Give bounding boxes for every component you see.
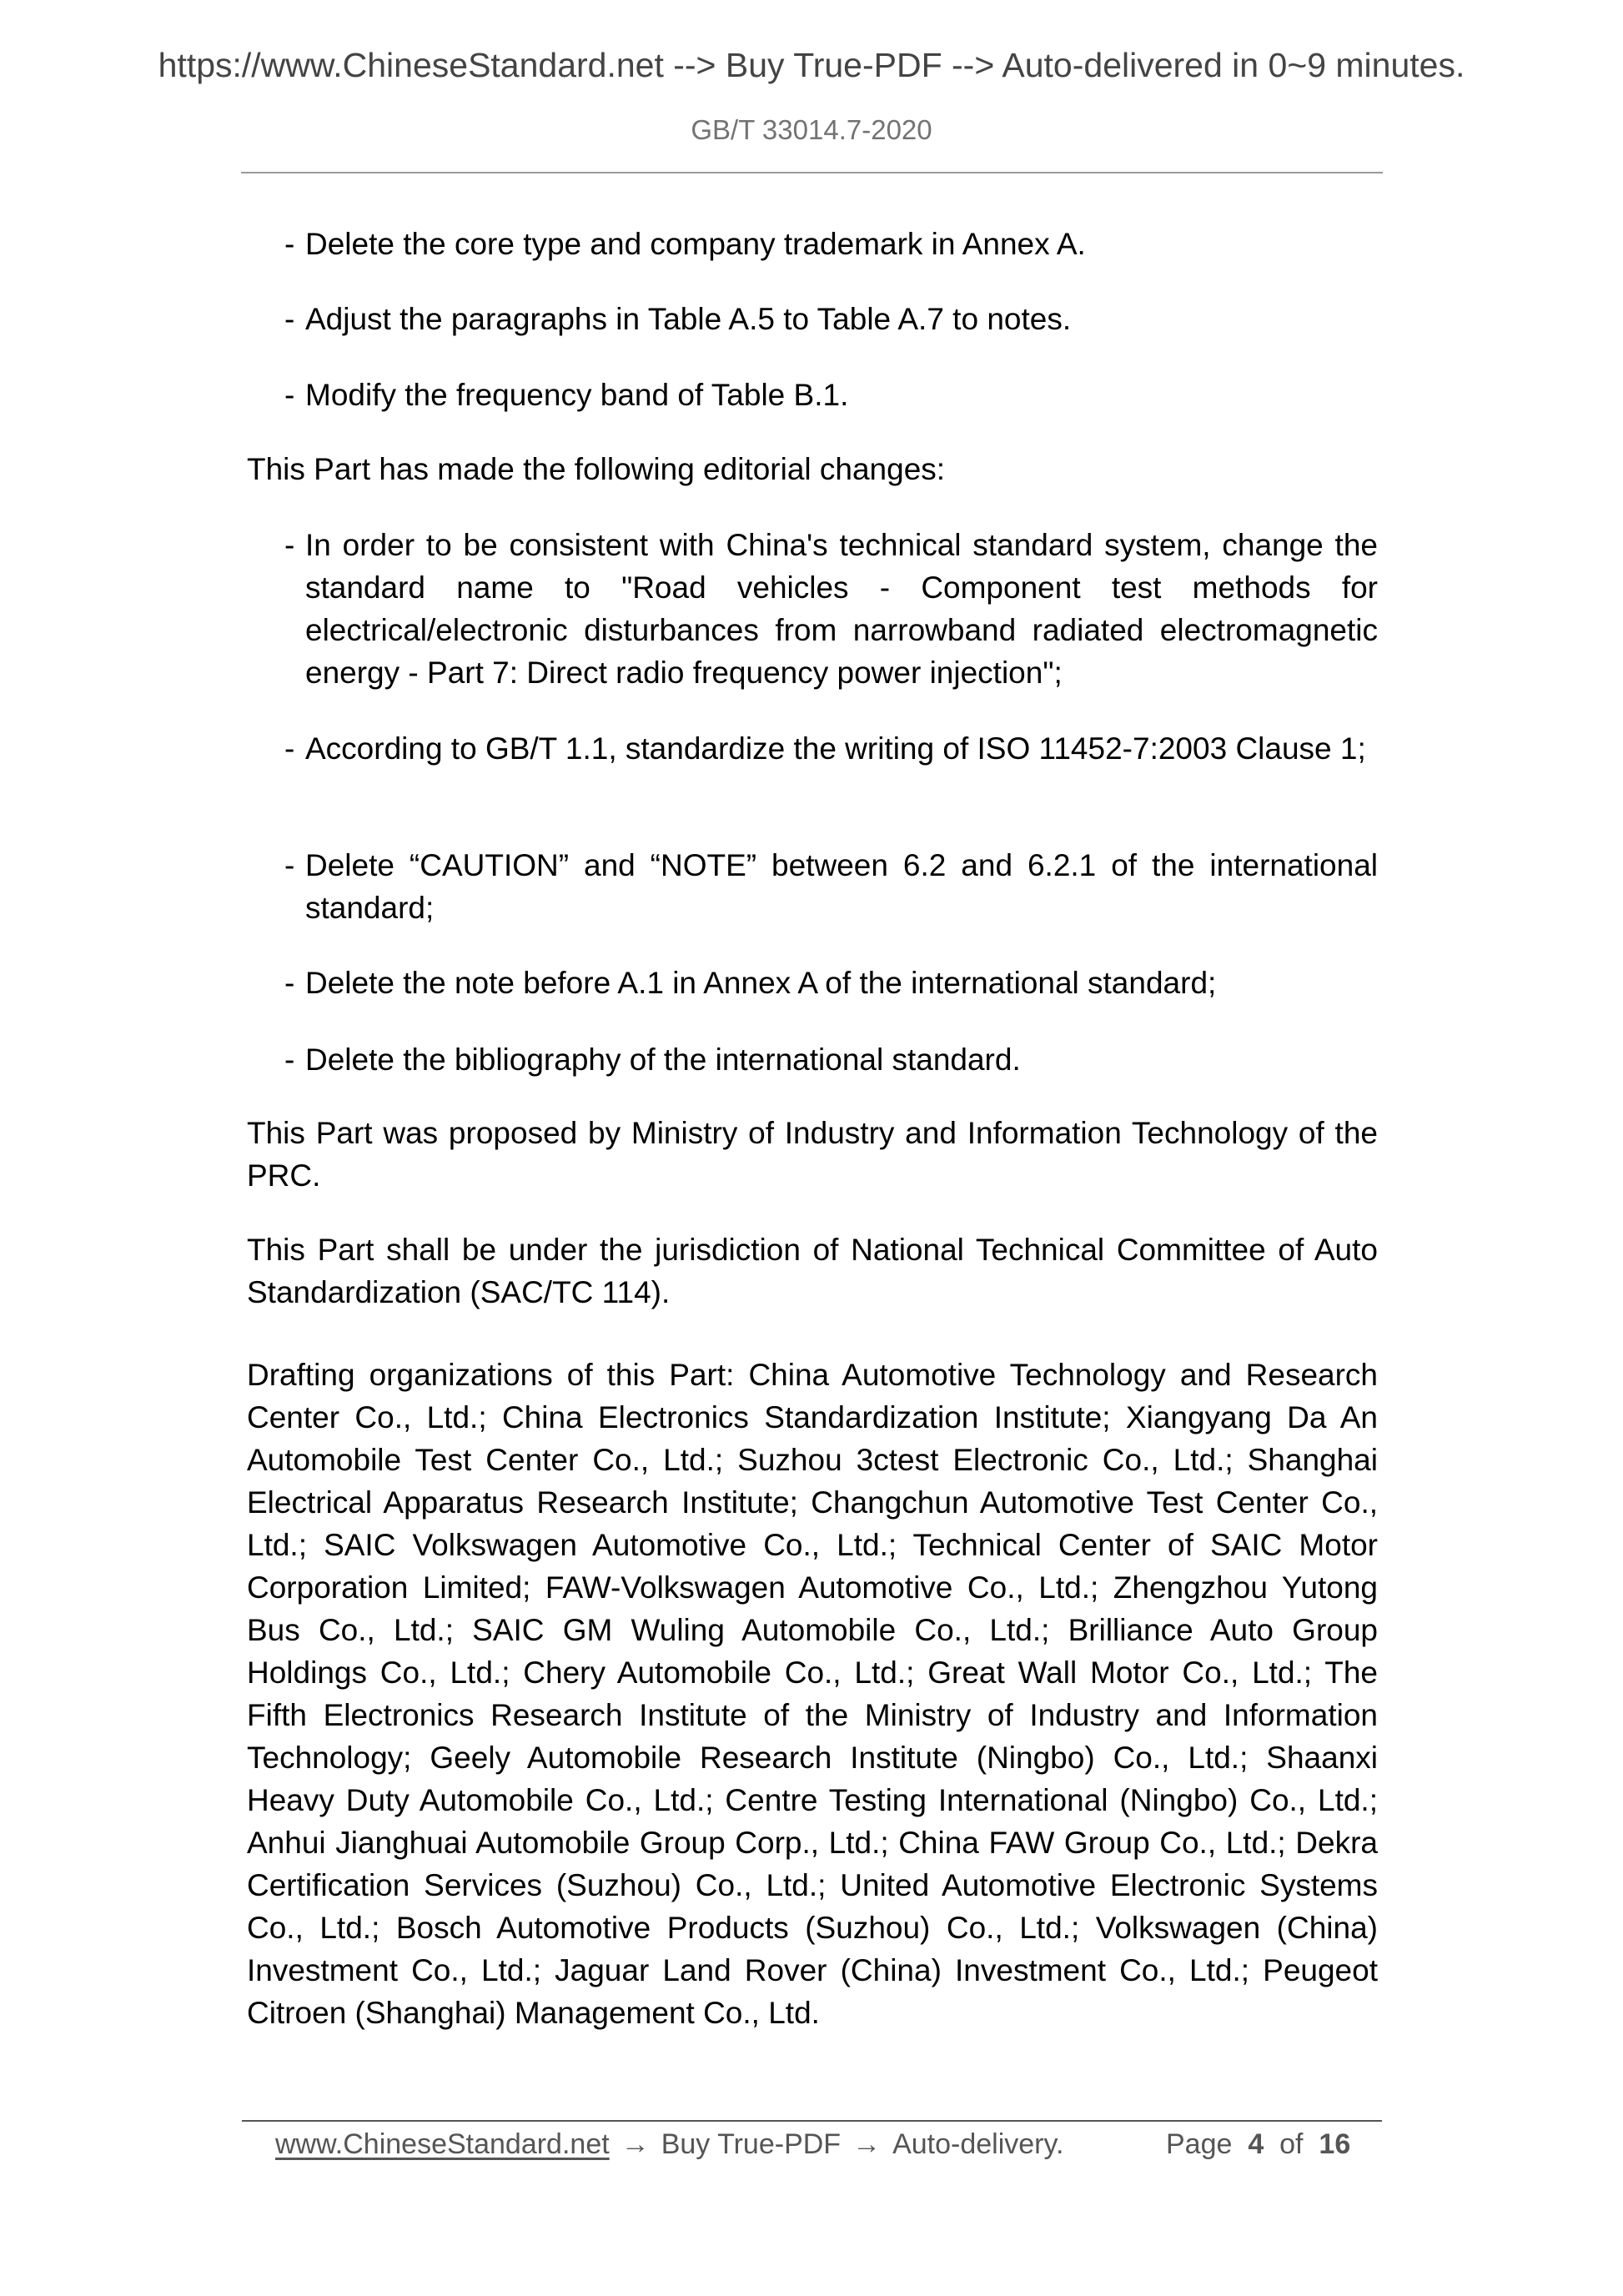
auto-delivery-text: Auto-delivery. <box>892 2128 1064 2160</box>
list-item-text: Delete the core type and company trademark in Annex A. <box>305 227 1086 261</box>
arrow-right-icon: → <box>852 2128 882 2160</box>
page-current: 4 <box>1248 2128 1264 2160</box>
list-item <box>284 962 1378 1004</box>
top-banner: https://www.ChineseStandard.net --> Buy True-PDF --> Auto-delivered in 0~9 minutes. <box>158 46 1465 84</box>
bullet-dash: - <box>284 731 295 766</box>
buy-true-pdf-text: Buy True-PDF <box>661 2128 842 2160</box>
bullet-dash: - <box>284 302 295 336</box>
document-code: GB/T 33014.7-2020 <box>691 114 932 145</box>
proposed-by-paragraph: This Part was proposed by Ministry of Industry and Information Technology of the PRC. <box>247 1116 1378 1193</box>
list-item <box>284 223 1378 265</box>
list-item <box>284 524 1378 694</box>
list-item-text: Delete “CAUTION” and “NOTE” between 6.2 and 6.2.1 of the international standard; <box>305 848 1378 925</box>
list-item-text: According to GB/T 1.1, standardize the writing of ISO 11452-7:2003 Clause 1; <box>305 731 1366 766</box>
bullet-dash: - <box>284 966 295 1000</box>
footer-divider <box>242 2120 1382 2122</box>
page-footer <box>275 2125 1359 2163</box>
website-link[interactable]: www.ChineseStandard.net <box>275 2128 610 2160</box>
arrow-right-icon: → <box>621 2128 650 2160</box>
page-of-label: of <box>1279 2128 1304 2160</box>
list-item <box>284 1038 1378 1081</box>
editorial-intro: This Part has made the following editorial changes: <box>247 452 946 486</box>
drafting-organizations-paragraph: Drafting organizations of this Part: China Automotive Technology and Research Center Co., Ltd.; China Electronics Standardization Institute; Xiangyang Da An Automobile Test Center Co., Ltd.; Suzhou 3ctest Electronic Co., Ltd.; Shanghai Electrical Apparatus Research Institute; Changchun Automotive Test Center Co., Ltd.; SAIC Volkswagen Automotive Co., Ltd.; Technical Center of SAIC Motor Corporation Limited; FAW-Volkswagen Automotive Co., Ltd.; Zhengzhou Yutong Bus Co., Ltd.; SAIC GM Wuling Automobile Co., Ltd.; Brilliance Auto Group Holdings Co., Ltd.; Chery Automobile Co., Ltd.; Great Wall Motor Co., Ltd.; The Fifth Electronics Research Institute of the Ministry of Industry and Information Technology; Geely Automobile Research Institute (Ningbo) Co., Ltd.; Shaanxi Heavy Duty Automobile Co., Ltd.; Centre Testing International (Ningbo) Co., Ltd.; Anhui Jianghuai Automobile Group Corp., Ltd.; China FAW Group Co., Ltd.; Dekra Certification Services (Suzhou) Co., Ltd.; United Automotive Electronic Systems Co., Ltd.; Bosch Automotive Products (Suzhou) Co., Ltd.; Volkswagen (China) Investment Co., Ltd.; Jaguar Land Rover (China) Investment Co., Ltd.; Peugeot Citroen (Shanghai) Management Co., Ltd. <box>247 1358 1378 2030</box>
bullet-dash: - <box>284 378 295 412</box>
list-item-text: Modify the frequency band of Table B.1. <box>305 378 849 412</box>
bullet-dash: - <box>284 528 295 562</box>
list-item-text: Delete the bibliography of the international standard. <box>305 1042 1021 1077</box>
bullet-dash: - <box>284 227 295 261</box>
jurisdiction-paragraph: This Part shall be under the jurisdiction of National Technical Committee of Auto Standardization (SAC/TC 114). <box>247 1233 1378 1309</box>
header-divider <box>241 172 1383 173</box>
list-item <box>284 298 1378 340</box>
list-item <box>284 727 1378 770</box>
list-item-text: In order to be consistent with China's technical standard system, change the standard name to "Road vehicles - Component test methods for electrical/electronic disturbances from narrowband radiated electromagnetic energy - Part 7: Direct radio frequency power injection"; <box>305 528 1378 690</box>
list-item <box>284 844 1378 929</box>
page-indicator <box>1166 2125 1350 2163</box>
list-item-text: Delete the note before A.1 in Annex A of the international standard; <box>305 966 1217 1000</box>
list-item-text: Adjust the paragraphs in Table A.5 to Table A.7 to notes. <box>305 302 1072 336</box>
list-item <box>284 374 1378 416</box>
bullet-dash: - <box>284 848 295 882</box>
page-total: 16 <box>1319 2128 1351 2160</box>
page-label: Page <box>1166 2128 1233 2160</box>
bullet-dash: - <box>284 1042 295 1077</box>
